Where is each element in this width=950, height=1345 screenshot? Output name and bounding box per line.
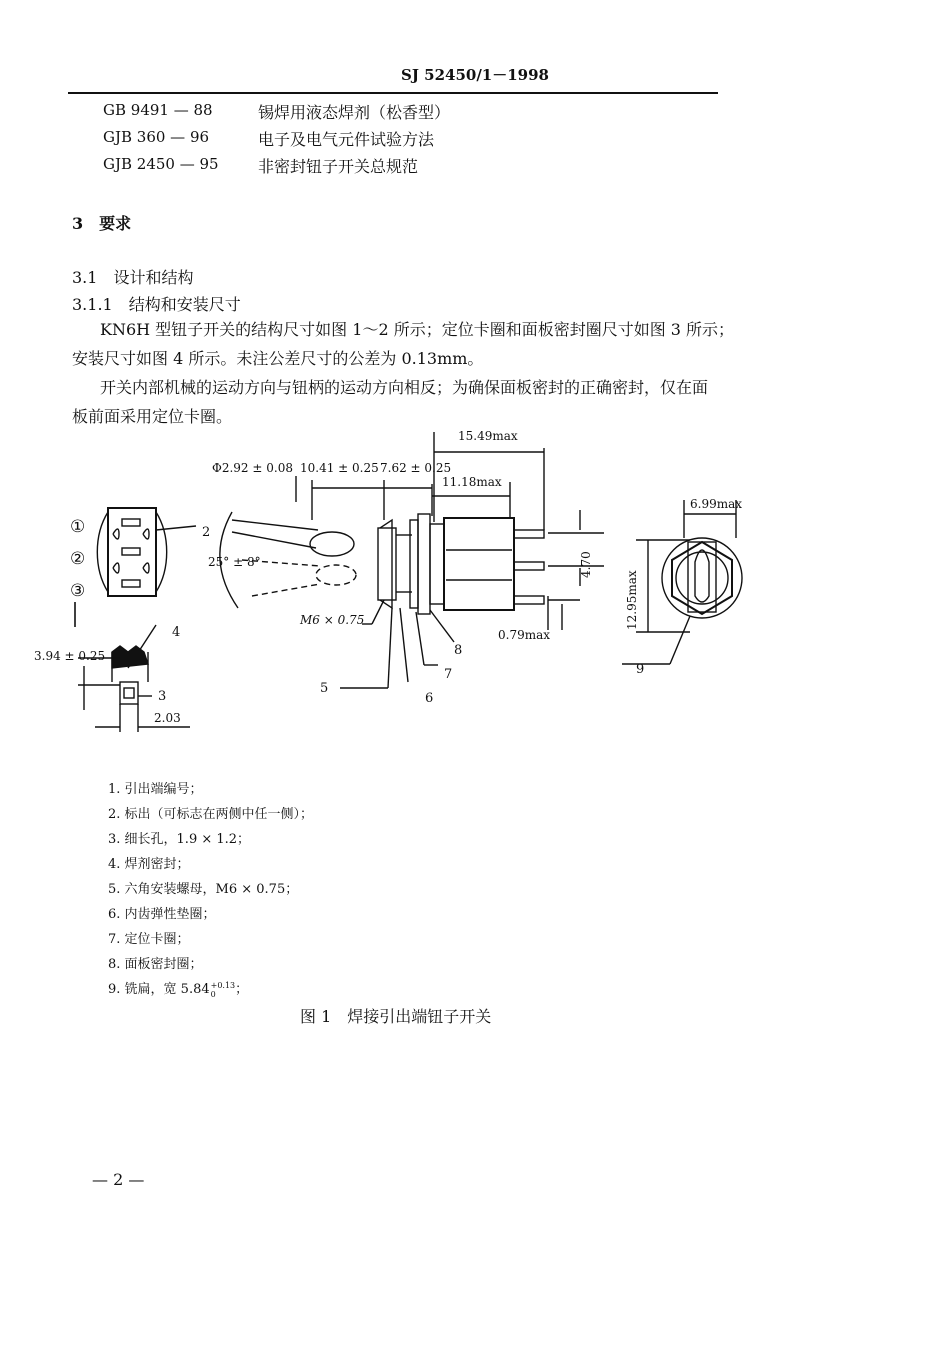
reference-code: GJB 360 — 96 <box>103 128 210 146</box>
callout-5: 5 <box>320 681 329 696</box>
reference-code: GB 9491 — 88 <box>103 101 213 119</box>
reference-title: 锡焊用液态焊剂（松香型） <box>258 103 451 122</box>
paragraph-line: 安装尺寸如图 4 所示。未注公差尺寸的公差为 0.13mm。 <box>72 349 484 368</box>
legend-item: 4. 焊剂密封； <box>108 857 190 872</box>
dim-angle: 25° ± 8° <box>208 555 261 569</box>
section-heading-3-1-1: 3.1.1 结构和安装尺寸 <box>72 295 241 314</box>
legend-item: 2. 标出（可标志在两侧中任一侧）； <box>108 807 314 822</box>
legend-item-9-text: 9. 铣扁，宽 5.84 <box>108 982 210 997</box>
paragraph-line: KN6H 型钮子开关的结构尺寸如图 1～2 所示；定位卡圈和面板密封圈尺寸如图 3 所示； <box>100 320 735 339</box>
front-view <box>622 500 742 664</box>
tolerance-lower: 0 <box>210 989 216 999</box>
paragraph-line: 板前面采用定位卡圈。 <box>72 407 233 426</box>
legend-item: 3. 细长孔，1.9 × 1.2； <box>108 832 251 847</box>
callout-4: 4 <box>172 625 181 640</box>
reference-code: GJB 2450 — 95 <box>103 155 219 173</box>
dim-4-70: 4.70 <box>579 551 593 578</box>
dim-3-94: 3.94 ± 0.25 <box>34 649 106 663</box>
legend-item-9-end: ； <box>235 982 249 997</box>
legend-item-9 <box>108 978 248 999</box>
callout-9: 9 <box>636 662 645 677</box>
dim-0-79: 0.79max <box>498 628 551 642</box>
callout-2: 2 <box>202 525 211 540</box>
callout-7: 7 <box>444 667 453 682</box>
figure-caption: 图 1 焊接引出端钮子开关 <box>300 1007 492 1026</box>
pin-label-3: ③ <box>70 581 86 601</box>
reference-title: 电子及电气元件试验方法 <box>258 130 435 149</box>
dim-15-49: 15.49max <box>458 429 518 443</box>
callout-8: 8 <box>454 643 463 658</box>
legend-item: 7. 定位卡圈； <box>108 932 190 947</box>
reference-title: 非密封钮子开关总规范 <box>258 157 419 176</box>
legend-item: 8. 面板密封圈； <box>108 957 203 972</box>
callout-6: 6 <box>425 691 434 706</box>
section-heading-3-1: 3.1 设计和结构 <box>72 268 194 287</box>
dim-m6: M6 × 0.75 <box>300 613 365 627</box>
dim-12-95: 12.95max <box>625 570 639 630</box>
page-number: — 2 — <box>92 1170 145 1189</box>
header-rule <box>68 92 718 94</box>
header-standard-no: SJ 52450/1－1998 <box>400 66 549 84</box>
callout-3: 3 <box>158 689 167 704</box>
pin-label-1: ① <box>70 517 86 537</box>
section-heading-3: 3 要求 <box>72 214 132 233</box>
legend-item: 6. 内齿弹性垫圈； <box>108 907 216 922</box>
dim-2-03: 2.03 <box>154 711 181 725</box>
paragraph-line: 开关内部机械的运动方向与钮柄的运动方向相反；为确保面板密封的正确密封，仅在面 <box>100 378 709 397</box>
dim-10-41: 10.41 ± 0.25 <box>300 461 379 475</box>
dim-6-99: 6.99max <box>690 497 743 511</box>
dim-11-18: 11.18max <box>442 475 502 489</box>
dim-phi: Φ2.92 ± 0.08 <box>212 461 293 475</box>
legend-item: 5. 六角安装螺母，M6 × 0.75； <box>108 882 299 897</box>
tolerance-upper: +0.13 <box>210 980 236 990</box>
terminal-end-view <box>75 508 196 627</box>
legend-item: 1. 引出端编号； <box>108 782 203 797</box>
switch-drawing <box>0 420 950 750</box>
pin-label-2: ② <box>70 549 86 569</box>
dim-7-62: 7.62 ± 0.25 <box>380 461 452 475</box>
